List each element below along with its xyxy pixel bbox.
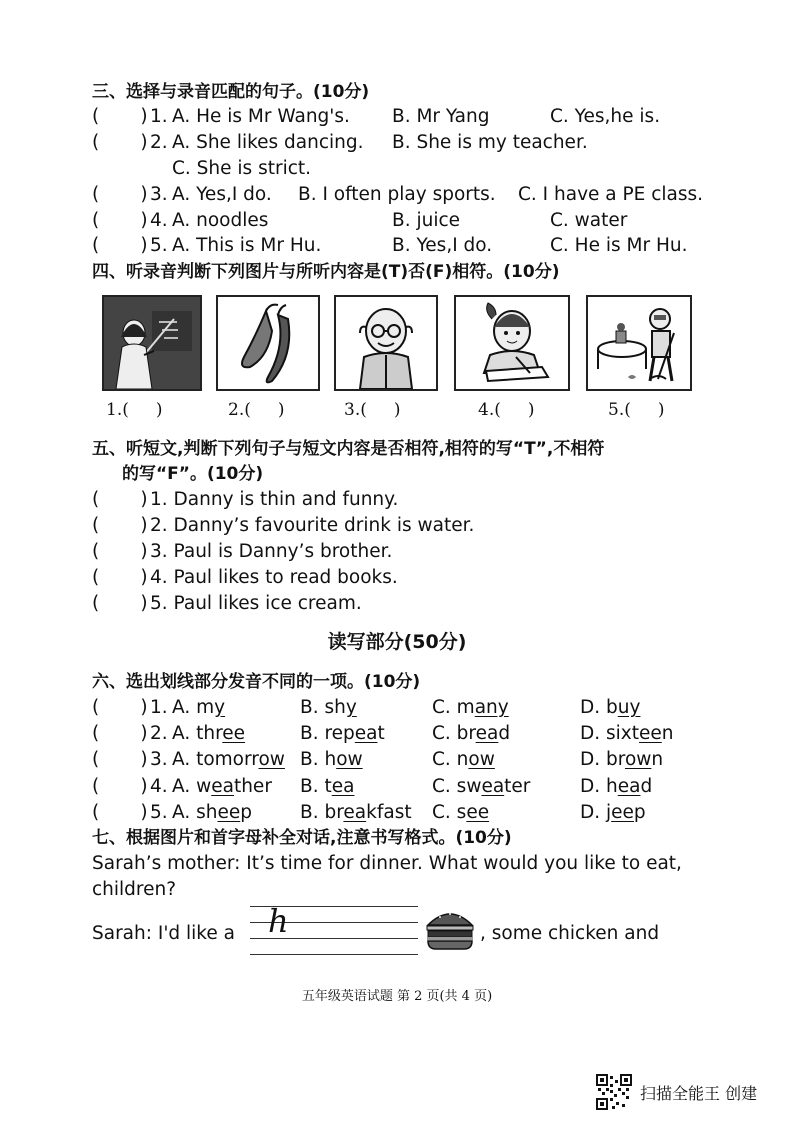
option-d <box>580 801 646 825</box>
option-b <box>300 801 412 825</box>
option-c <box>432 722 510 746</box>
option-c: C. She is strict. <box>172 158 312 179</box>
option-b: B. I often play sports. <box>298 184 496 205</box>
option-b: B. Yes,I do. <box>392 235 493 256</box>
option-d <box>580 775 652 799</box>
option-d <box>580 748 663 772</box>
item-number: 1. <box>150 697 168 718</box>
part-heading: 读写部分(50分) <box>327 631 467 653</box>
dialogue-sarah-prefix: Sarah: I'd like a <box>92 923 235 944</box>
underlined-letters: ea <box>331 776 355 797</box>
underlined-letters: uy <box>617 697 641 718</box>
word-part: A. thr <box>172 723 223 744</box>
picture-robot <box>586 295 692 391</box>
robot-cleaning-icon <box>588 297 690 389</box>
word-part: C. s <box>432 802 467 823</box>
underlined-letters: ee <box>217 802 241 823</box>
word-part: A. m <box>172 697 215 718</box>
underlined-letters: ow <box>336 749 363 770</box>
word-part: D. sixt <box>580 723 639 744</box>
statement: 5. Paul likes ice cream. <box>150 593 362 614</box>
picture-teacher <box>102 295 202 391</box>
picture-answer-3: 3.( ) <box>344 400 401 420</box>
answer-paren: ( ) <box>92 184 148 205</box>
word-part: B. rep <box>300 723 355 744</box>
answer-paren: ( ) <box>92 132 148 153</box>
underlined-letters: ea <box>354 723 378 744</box>
word-part: B. t <box>300 776 332 797</box>
picture-answer-1: 1.( ) <box>106 400 163 420</box>
green-peppers-icon <box>218 297 318 389</box>
word-part: A. tomorr <box>172 749 259 770</box>
option-b: B. She is my teacher. <box>392 132 588 153</box>
option-a: A. noodles <box>172 210 269 231</box>
picture-girl-writing <box>454 295 570 391</box>
word-part: C. n <box>432 749 469 770</box>
answer-paren: ( ) <box>92 749 148 770</box>
word-part: D. b <box>580 697 618 718</box>
item-number: 4. <box>150 210 168 231</box>
option-b <box>300 696 357 720</box>
item-number: 3. <box>150 749 168 770</box>
section7-title: 七、根据图片和首字母补全对话,注意书写格式。(10分) <box>92 828 512 848</box>
option-b: B. Mr Yang <box>392 106 490 127</box>
teacher-at-blackboard-icon <box>104 297 200 389</box>
option-b: B. juice <box>392 210 461 231</box>
option-a <box>172 775 272 799</box>
word-part: D. br <box>580 749 625 770</box>
item-number: 2. <box>150 723 168 744</box>
statement: 2. Danny’s favourite drink is water. <box>150 515 475 536</box>
underlined-letters: ee <box>466 802 490 823</box>
answer-paren: ( ) <box>92 697 148 718</box>
word-part: C. sw <box>432 776 482 797</box>
answer-paren: ( ) <box>92 802 148 823</box>
underlined-letters: ee <box>639 723 662 744</box>
option-d <box>580 722 674 746</box>
hamburger-icon <box>424 905 476 953</box>
word-part: n <box>661 723 674 744</box>
picture-answer-5: 5.( ) <box>608 400 665 420</box>
picture-answer-4: 4.( ) <box>478 400 535 420</box>
section6-title: 六、选出划线部分发音不同的一项。(10分) <box>92 672 421 692</box>
item-number: 3. <box>150 184 168 205</box>
option-a <box>172 696 225 720</box>
underlined-letters: ow <box>258 749 285 770</box>
section5-title-line1: 五、听短文,判断下列句子与短文内容是否相符,相符的写“T”,不相符 <box>92 439 605 459</box>
handwritten-initial: h <box>268 902 289 940</box>
answer-paren: ( ) <box>92 776 148 797</box>
word-part: A. w <box>172 776 212 797</box>
word-part: p <box>633 802 646 823</box>
word-part: D. h <box>580 776 618 797</box>
option-c <box>432 775 530 799</box>
item-number: 5. <box>150 235 168 256</box>
underlined-letters: ea <box>617 776 641 797</box>
girl-writing-icon <box>456 297 568 389</box>
option-a <box>172 722 245 746</box>
underlined-letters: ea <box>211 776 234 797</box>
item-number: 4. <box>150 776 168 797</box>
underlined-letters: ea <box>343 802 367 823</box>
picture-peppers <box>216 295 320 391</box>
section4-title: 四、听录音判断下列图片与所听内容是(T)否(F)相符。(10分) <box>92 262 560 282</box>
option-c: C. I have a PE class. <box>518 184 704 205</box>
option-c: C. Yes,he is. <box>550 106 661 127</box>
option-b <box>300 775 354 799</box>
answer-paren: ( ) <box>92 541 148 562</box>
answer-paren: ( ) <box>92 106 148 127</box>
answer-paren: ( ) <box>92 515 148 536</box>
scanner-watermark <box>596 1074 757 1110</box>
word-part: kfast <box>366 802 412 823</box>
item-number: 2. <box>150 132 168 153</box>
underlined-letters: y <box>345 697 357 718</box>
word-part: ther <box>233 776 272 797</box>
answer-paren: ( ) <box>92 593 148 614</box>
word-part: t <box>377 723 385 744</box>
answer-paren: ( ) <box>92 210 148 231</box>
option-c <box>432 696 509 720</box>
picture-answer-2: 2.( ) <box>228 400 285 420</box>
underlined-letters: ee <box>222 723 246 744</box>
item-number: 5. <box>150 802 168 823</box>
word-part: B. sh <box>300 697 346 718</box>
underlined-letters: any <box>474 697 509 718</box>
old-man-with-glasses-icon <box>336 297 436 389</box>
word-part: A. sh <box>172 802 218 823</box>
answer-paren: ( ) <box>92 723 148 744</box>
answer-paren: ( ) <box>92 489 148 510</box>
word-part: B. br <box>300 802 344 823</box>
item-number: 1. <box>150 106 168 127</box>
option-a: A. He is Mr Wang's. <box>172 106 350 127</box>
word-part: d <box>498 723 511 744</box>
word-part: C. m <box>432 697 475 718</box>
option-a: A. She likes dancing. <box>172 132 364 153</box>
option-b <box>300 722 385 746</box>
dialogue-sarah-suffix: , some chicken and <box>480 923 660 944</box>
word-part: ter <box>504 776 531 797</box>
option-b <box>300 748 363 772</box>
option-d <box>580 696 640 720</box>
page-footer: 五年级英语试题 第 2 页(共 4 页) <box>301 989 493 1004</box>
writing-line-bottom <box>250 954 418 955</box>
dialogue-mother-line1: Sarah’s mother: It’s time for dinner. What would you like to eat, <box>92 853 682 874</box>
option-c: C. water <box>550 210 628 231</box>
statement: 3. Paul is Danny’s brother. <box>150 541 393 562</box>
underlined-letters: ea <box>481 776 505 797</box>
section5-title-line2: 的写“F”。(10分) <box>122 464 264 484</box>
option-c <box>432 801 489 825</box>
option-a <box>172 801 252 825</box>
underlined-letters: y <box>214 697 226 718</box>
scanner-watermark-text: 扫描全能王 创建 <box>640 1083 758 1103</box>
underlined-letters: ee <box>611 802 634 823</box>
underlined-letters: ea <box>475 723 499 744</box>
option-a: A. This is Mr Hu. <box>172 235 322 256</box>
qr-code-icon <box>596 1074 632 1110</box>
statement: 4. Paul likes to read books. <box>150 567 398 588</box>
picture-old-man <box>334 295 438 391</box>
word-part: n <box>651 749 664 770</box>
option-a <box>172 748 285 772</box>
option-c: C. He is Mr Hu. <box>550 235 688 256</box>
word-part: d <box>640 776 653 797</box>
answer-paren: ( ) <box>92 567 148 588</box>
option-c <box>432 748 495 772</box>
statement: 1. Danny is thin and funny. <box>150 489 399 510</box>
hamburger-picture <box>424 905 476 953</box>
answer-paren: ( ) <box>92 235 148 256</box>
dialogue-mother-line2: children? <box>92 879 177 900</box>
underlined-letters: ow <box>624 749 652 770</box>
section3-title: 三、选择与录音匹配的句子。(10分) <box>92 82 370 102</box>
word-part: C. br <box>432 723 476 744</box>
underlined-letters: ow <box>468 749 495 770</box>
word-part: p <box>240 802 252 823</box>
option-a: A. Yes,I do. <box>172 184 272 205</box>
word-part: B. h <box>300 749 337 770</box>
word-part: D. j <box>580 802 612 823</box>
